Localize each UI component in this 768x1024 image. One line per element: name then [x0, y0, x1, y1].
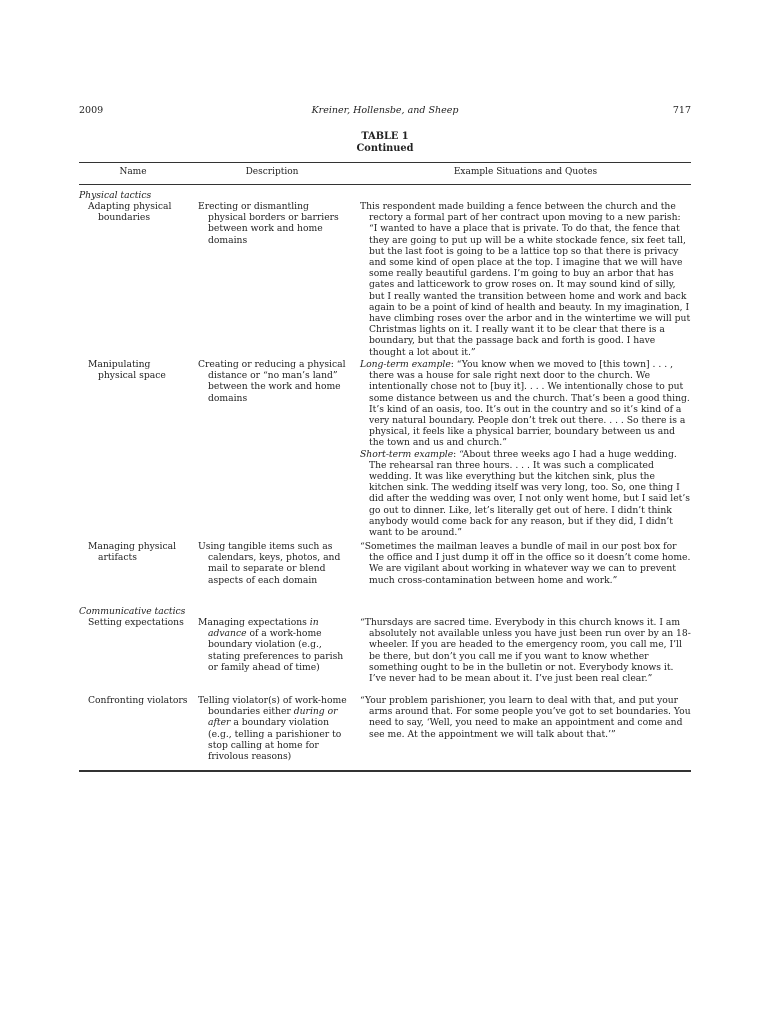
row-example-managing-artifacts: “Sometimes the mailman leaves a bundle of mail in our post box for the office and I just dump it off in the office so it doesn’t come home. We are vigilant about working in whatever way we can to prevent much cross-contamination between home and work.” [360, 541, 691, 586]
table-bottom-rule [79, 770, 691, 772]
long-term-example: Long-term example: “You know when we moved to [this town] . . . , there was a house for sale right next door to the church. We intentionally chose not to [buy it]. . . . We intentionally chose to put some distance between us and the church. That’s been a good thing. It’s kind of an oasis, too. It’s out in the country and so it’s kind of a very natural boundary. People don’t trek out there. . . . So there is a physical, it feels like a physical barrier, boundary between us and the town and us and church.” [360, 359, 690, 449]
table-header-rule [79, 184, 691, 185]
row-name-confronting-violators: Confronting violators [88, 695, 188, 706]
row-description-confronting-violators: Telling violator(s) of work-home boundaries either during or after a boundary violation (e.g., telling a parishioner to stop calling at home for frivolous reasons) [198, 695, 347, 763]
row-description-managing-artifacts: Using tangible items such as calendars, keys, photos, and mail to separate or blend aspects of each domain [198, 541, 341, 586]
row-description-setting-expectations: Managing expectations in advance of a work-home boundary violation (e.g., stating preferences to parish or family ahead of time) [198, 617, 344, 673]
table-continued-label: Continued [356, 143, 414, 154]
page-number: 717 [672, 105, 691, 116]
column-header-name: Name [119, 167, 147, 177]
row-example-confronting-violators: “Your problem parishioner, you learn to deal with that, and put your arms around that. For some people you’ve got to set boundaries. You need to say, ‘Well, you need to make an appointment and come and see me. At the appointment we will talk about that.’” [360, 695, 691, 740]
row-name-manipulating-space: Manipulating physical space [88, 359, 166, 382]
table-title: TABLE 1 [361, 131, 409, 142]
section-label-physical: Physical tactics [79, 190, 152, 201]
column-header-examples: Example Situations and Quotes [453, 167, 598, 177]
row-examples-manipulating-space [360, 359, 691, 538]
table-top-rule [79, 162, 691, 163]
row-example-setting-expectations: “Thursdays are sacred time. Everybody in this church knows it. I am absolutely not available unless you have just been run over by an 18-wheeler. If you are headed to the emergency room, you call me, I’ll be there, but don’t you call me if you want to know whether something ought to be in the bulletin or not. Everybody knows it. I’ve never had to be mean about it. I’ve just been real clear.” [360, 617, 691, 685]
row-description-adapting-boundaries: Erecting or dismantling physical borders or barriers between work and home domains [198, 201, 339, 246]
row-name-setting-expectations: Setting expectations [88, 617, 184, 628]
short-term-example: Short-term example: “About three weeks ago I had a huge wedding. The rehearsal ran three hours. . . . It was such a complicated wedding. It was like everything but the kitchen sink, plus the kitchen sink. The wedding itself was very long, too. So, one thing I did after the wedding was over, I not only went home, but I said let’s go out to dinner. Like, let’s literally get out of here. I didn’t think anybody would come back for any reason, but if they did, I didn’t want to be around.” [360, 448, 690, 539]
section-label-communicative: Communicative tactics [79, 606, 186, 617]
table-caption [79, 131, 691, 155]
row-description-manipulating-space: Creating or reducing a physical distance or “no man’s land” between the work and home domains [198, 359, 346, 404]
running-authors: Kreiner, Hollensbe, and Sheep [311, 105, 459, 116]
row-example-adapting-boundaries: This respondent made building a fence between the church and the rectory a formal part of her contract upon moving to a new parish: “I wanted to have a place that is private. To do that, the fence that they are going to put up will be a white stockade fence, six feet tall, but the last foot is going to be a lattice top so that there is privacy and some kind of open place at the top. I imagine that we will have some really beautiful gardens. I’m going to buy an arbor that has gates and latticework to grow roses on. It may sound kind of silly, but I really wanted the transition between home and work and back again to be a point of kind of health and beauty. In my imagination, I have climbing roses over the arbor and in the wintertime we will put Christmas lights on it. I really want it to be clear that there is a boundary, but that the passage back and forth is good. I have thought a lot about it.” [360, 201, 691, 358]
row-name-adapting-boundaries: Adapting physical boundaries [88, 201, 172, 224]
running-header [79, 105, 691, 119]
journal-year: 2009 [79, 105, 104, 116]
row-name-managing-artifacts: Managing physical artifacts [88, 541, 177, 564]
column-header-description: Description [245, 167, 299, 177]
